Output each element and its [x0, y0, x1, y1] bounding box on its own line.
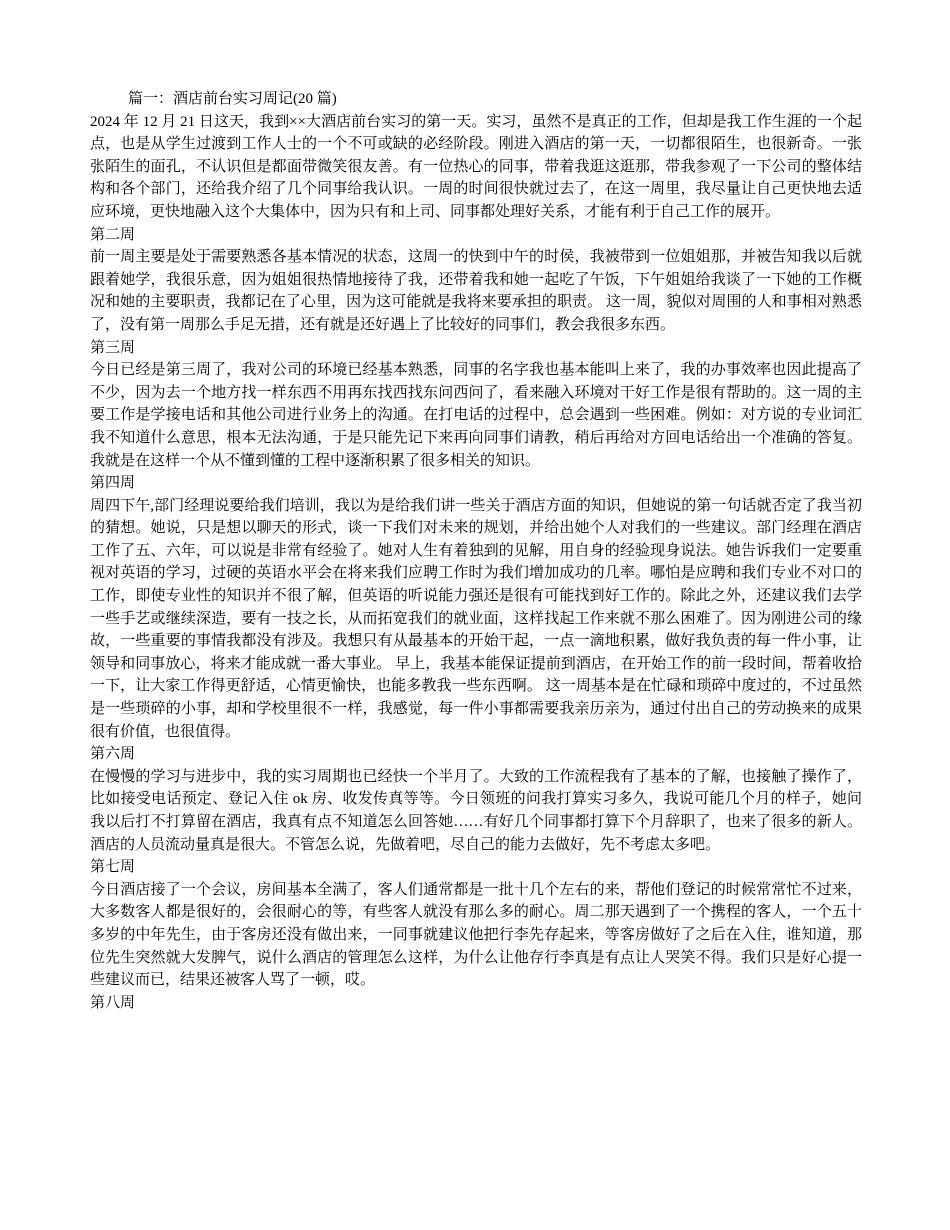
section-body: 今日酒店接了一个会议，房间基本全满了，客人们通常都是一批十几个左右的来，帮他们登记的时候常常忙不过来，大多数客人都是很好的，会很耐心的等，有些客人就没有那么多的耐心。周二那天遇到了一个携程的客人，一个五十多岁的中年先生，由于客房还没有做出来，一同事就建议他把行李先存起来，等客房做好了之后在入住，谁知道，那位先生突然就大发脾气，说什么酒店的管理怎么这样，为什么让他存行李真是有点让人哭笑不得。我们只是好心提一些建议而已，结果还被客人骂了一顿，哎。: [90, 881, 862, 989]
section-week-6: [90, 743, 862, 856]
section-heading: 第六周: [90, 746, 136, 763]
section-heading: 第七周: [90, 859, 136, 876]
section-body: 周四下午,部门经理说要给我们培训，我以为是给我们讲一些关于酒店方面的知识，但她说的第一句话就否定了我当初的猜想。她说，只是想以聊天的形式，谈一下我们对未来的规划，并给出她个人对我们的一些建议。部门经理在酒店工作了五、六年，可以说是非常有经验了。她对人生有着独到的见解，用自身的经验现身说法。她告诉我们一定要重视对英语的学习，过硬的英语水平会在将来我们应聘工作时为我们增加成功的几率。哪怕是应聘和我们专业不对口的工作，即使专业性的知识并不很了解，但英语的听说能力强还是很有可能找到好工作的。除此之外，还建议我们去学一些手艺或继续深造，要有一技之长，从而拓宽我们的就业面，这样找起工作来就不那么困难了。因为刚进公司的缘故，一些重要的事情我都没有涉及。我想只有从最基本的开始干起，一点一滴地积累，做好我负责的每一件小事，让领导和同事放心，将来才能成就一番大事业。 早上，我基本能保证提前到酒店，在开始工作的前一段时间，帮着收拾一下，让大家工作得更舒适，心情更愉快，也能多教我一些东西啊。 这一周基本是在忙碌和琐碎中度过的，不过虽然是一些琐碎的小事，却和学校里很不一样，我感觉，每一件小事都需要我亲历亲为，通过付出自己的劳动换来的成果很有价值，也很值得。: [90, 497, 862, 740]
section-heading: 第二周: [90, 226, 136, 243]
section-body: 在慢慢的学习与进步中，我的实习周期也已经快一个半月了。大致的工作流程我有了基本的了解，也接触了操作了，比如接受电话预定、登记入住 ok 房、收发传真等等。今日领班的问我打算实习多久，我说可能几个月的样子，她问我以后打不打算留在酒店，我真有点不知道怎么回答她……有好几个同事都打算下个月辞职了，也来了很多的新人。酒店的人员流动量真是很大。不管怎么说，先做着吧，尽自己的能力去做好，先不考虑太多吧。: [90, 768, 862, 853]
section-week-4: [90, 472, 862, 743]
document-title: 篇一：酒店前台实习周记(20 篇): [128, 91, 337, 107]
section-week-1: [90, 111, 862, 224]
section-heading: 第四周: [90, 475, 136, 492]
section-heading: 第八周: [90, 994, 136, 1011]
section-week-3: [90, 337, 862, 473]
section-body: 前一周主要是处于需要熟悉各基本情况的状态，这周一的快到中午的时侯，我被带到一位姐姐那，并被告知我以后就跟着她学，我很乐意，因为姐姐很热情地接待了我，还带着我和她一起吃了午饭，下午姐姐给我谈了一下她的工作概况和她的主要职责，我都记在了心里，因为这可能就是我将来要承担的职责。 这一周，貌似对周围的人和事相对熟悉了，没有第一周那么手足无措，还有就是还好遇上了比较好的同事们，教会我很多东西。: [90, 249, 862, 333]
section-week-2: [90, 224, 862, 337]
section-body: 2024 年 12 月 21 日这天，我到××大酒店前台实习的第一天。实习，虽然不是真正的工作，但却是我工作生涯的一个起点，也是从学生过渡到工作人士的一个不可或缺的必经阶段。刚进入酒店的第一天，一切都很陌生，也很新奇。一张张陌生的面孔，不认识但是都面带微笑很友善。有一位热心的同事，带着我逛这逛那，带我参观了一下公司的整体结构和各个部门，还给我介绍了几个同事给我认识。一周的时间很快就过去了，在这一周里，我尽量让自己更快地去适应环境，更快地融入这个大集体中，因为只有和上司、同事都处理好关系，才能有利于自己工作的展开。: [90, 113, 862, 220]
section-week-7: [90, 856, 862, 992]
section-body: 今日已经是第三周了，我对公司的环境已经基本熟悉，同事的名字我也基本能叫上来了，我的办事效率也因此提高了不少，因为去一个地方找一样东西不用再东找西找东问西问了，看来融入环境对干好工作是很有帮助的。这一周的主要工作是学接电话和其他公司进行业务上的沟通。在打电话的过程中，总会遇到一些困难。例如：对方说的专业词汇我不知道什么意思，根本无法沟通，于是只能先记下来再向同事们请教，稍后再给对方回电话给出一个准确的答复。我就是在这样一个从不懂到懂的工程中逐渐积累了很多相关的知识。: [90, 362, 862, 469]
document-page: [90, 88, 862, 1014]
section-heading: 第三周: [90, 339, 136, 356]
section-week-8: [90, 992, 862, 1015]
